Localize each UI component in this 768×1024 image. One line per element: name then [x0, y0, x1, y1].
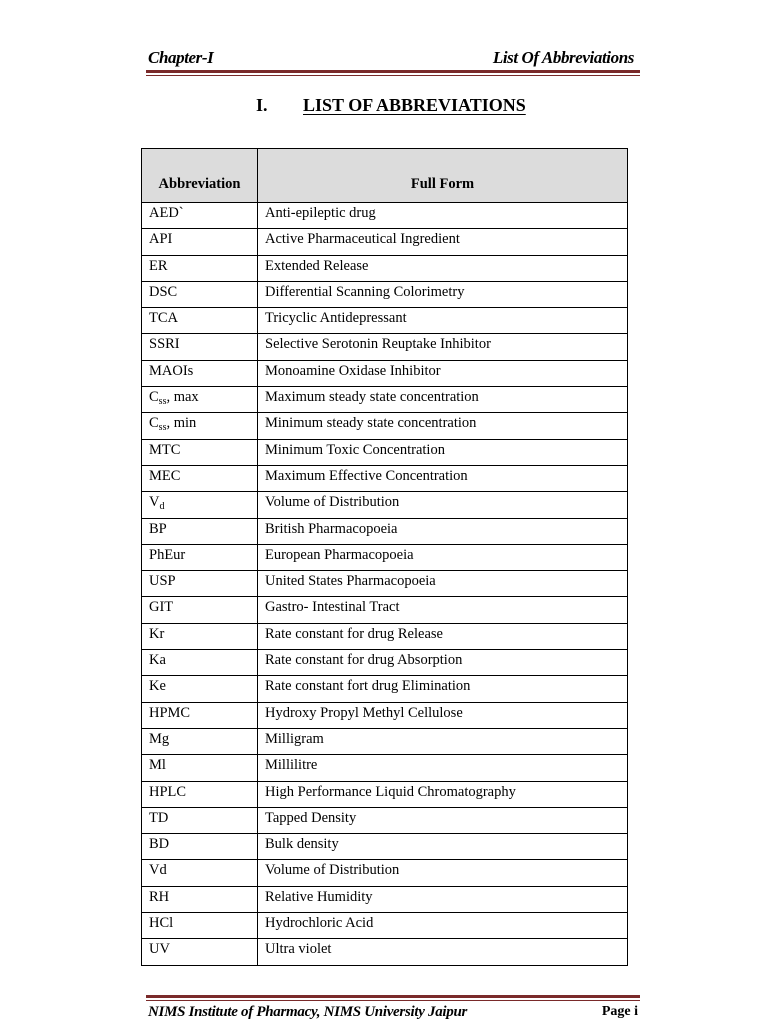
- abbreviation-cell: Ke: [142, 676, 258, 702]
- full-form-cell: European Pharmacopoeia: [258, 544, 628, 570]
- table-row: [142, 886, 628, 912]
- table-body: [142, 203, 628, 966]
- chapter-label: Chapter-I: [148, 48, 214, 67]
- table-row: [142, 281, 628, 307]
- section-label: List Of Abbreviations: [492, 48, 634, 67]
- abbreviation-cell: Kr: [142, 623, 258, 649]
- table-row: [142, 387, 628, 413]
- title-text: LIST OF ABBREVIATIONS: [303, 95, 526, 115]
- full-form-cell: Tricyclic Antidepressant: [258, 308, 628, 334]
- header-rule-thin: [146, 75, 640, 76]
- abbreviation-cell: HPLC: [142, 781, 258, 807]
- abbreviation-cell: TD: [142, 807, 258, 833]
- abbreviation-cell: BP: [142, 518, 258, 544]
- abbreviation-cell: ER: [142, 255, 258, 281]
- full-form-cell: Hydrochloric Acid: [258, 913, 628, 939]
- page-number: Page i: [601, 1004, 638, 1019]
- full-form-cell: Rate constant fort drug Elimination: [258, 676, 628, 702]
- full-form-cell: Milligram: [258, 728, 628, 754]
- abbreviation-cell: RH: [142, 886, 258, 912]
- abbreviation-cell: $C_{ss}$, min: [142, 413, 258, 439]
- table-row: [142, 518, 628, 544]
- table-row: [142, 439, 628, 465]
- full-form-cell: Differential Scanning Colorimetry: [258, 281, 628, 307]
- page-title: [0, 95, 768, 119]
- table-row: [142, 650, 628, 676]
- table-row: [142, 702, 628, 728]
- table-row: [142, 676, 628, 702]
- full-form-cell: British Pharmacopoeia: [258, 518, 628, 544]
- full-form-cell: Anti-epileptic drug: [258, 203, 628, 229]
- table-row: [142, 913, 628, 939]
- abbreviation-cell: HPMC: [142, 702, 258, 728]
- abbreviation-cell: Ka: [142, 650, 258, 676]
- table-row: [142, 413, 628, 439]
- full-form-cell: Minimum steady state concentration: [258, 413, 628, 439]
- table-row: [142, 465, 628, 491]
- abbreviation-cell: Ml: [142, 755, 258, 781]
- abbreviation-cell: MAOIs: [142, 360, 258, 386]
- full-form-cell: Ultra violet: [258, 939, 628, 965]
- abbreviation-cell: HCl: [142, 913, 258, 939]
- table-row: [142, 255, 628, 281]
- full-form-cell: Relative Humidity: [258, 886, 628, 912]
- column-header-full-form: Full Form: [258, 149, 628, 203]
- title-number: I.: [256, 95, 268, 115]
- table-row: [142, 544, 628, 570]
- table-row: [142, 807, 628, 833]
- full-form-cell: High Performance Liquid Chromatography: [258, 781, 628, 807]
- abbreviation-cell: TCA: [142, 308, 258, 334]
- full-form-cell: Active Pharmaceutical Ingredient: [258, 229, 628, 255]
- abbreviation-cell: Mg: [142, 728, 258, 754]
- table-row: [142, 939, 628, 965]
- abbreviation-cell: USP: [142, 571, 258, 597]
- table-row: [142, 781, 628, 807]
- table-row: [142, 229, 628, 255]
- table-row: [142, 597, 628, 623]
- header-rule-thick: [146, 70, 640, 73]
- full-form-cell: Maximum steady state concentration: [258, 387, 628, 413]
- abbreviation-cell: AED`: [142, 203, 258, 229]
- table-row: [142, 834, 628, 860]
- footer-rule-thick: [146, 995, 640, 998]
- abbreviation-cell: API: [142, 229, 258, 255]
- table-row: [142, 571, 628, 597]
- full-form-cell: Millilitre: [258, 755, 628, 781]
- page-header: [146, 46, 640, 70]
- full-form-cell: Hydroxy Propyl Methyl Cellulose: [258, 702, 628, 728]
- table-row: [142, 492, 628, 518]
- abbreviation-cell: BD: [142, 834, 258, 860]
- full-form-cell: Minimum Toxic Concentration: [258, 439, 628, 465]
- abbreviation-cell: PhEur: [142, 544, 258, 570]
- table-row: [142, 308, 628, 334]
- full-form-cell: Rate constant for drug Release: [258, 623, 628, 649]
- abbreviation-cell: MEC: [142, 465, 258, 491]
- table-row: [142, 334, 628, 360]
- abbreviation-cell: $V_d$: [142, 492, 258, 518]
- full-form-cell: United States Pharmacopoeia: [258, 571, 628, 597]
- abbreviation-table: [141, 148, 628, 966]
- footer-rule-thin: [146, 1000, 640, 1001]
- abbreviation-cell: GIT: [142, 597, 258, 623]
- abbreviation-cell: $C_{ss}$, max: [142, 387, 258, 413]
- full-form-cell: Maximum Effective Concentration: [258, 465, 628, 491]
- abbreviation-cell: UV: [142, 939, 258, 965]
- page-footer: [146, 1003, 640, 1023]
- abbreviation-cell: MTC: [142, 439, 258, 465]
- full-form-cell: Gastro- Intestinal Tract: [258, 597, 628, 623]
- table-header-row: [142, 149, 628, 203]
- full-form-cell: Selective Serotonin Reuptake Inhibitor: [258, 334, 628, 360]
- table-row: [142, 755, 628, 781]
- table-row: [142, 728, 628, 754]
- institution-label: NIMS Institute of Pharmacy, NIMS University Jaipur: [148, 1004, 468, 1020]
- table-row: [142, 360, 628, 386]
- table-row: [142, 860, 628, 886]
- column-header-abbreviation: Abbreviation: [142, 149, 258, 203]
- abbreviation-cell: DSC: [142, 281, 258, 307]
- full-form-cell: Volume of Distribution: [258, 860, 628, 886]
- full-form-cell: Tapped Density: [258, 807, 628, 833]
- table-row: [142, 623, 628, 649]
- table-row: [142, 203, 628, 229]
- abbreviation-cell: SSRI: [142, 334, 258, 360]
- full-form-cell: Bulk density: [258, 834, 628, 860]
- full-form-cell: Extended Release: [258, 255, 628, 281]
- abbreviation-cell: Vd: [142, 860, 258, 886]
- full-form-cell: Monoamine Oxidase Inhibitor: [258, 360, 628, 386]
- full-form-cell: Rate constant for drug Absorption: [258, 650, 628, 676]
- full-form-cell: Volume of Distribution: [258, 492, 628, 518]
